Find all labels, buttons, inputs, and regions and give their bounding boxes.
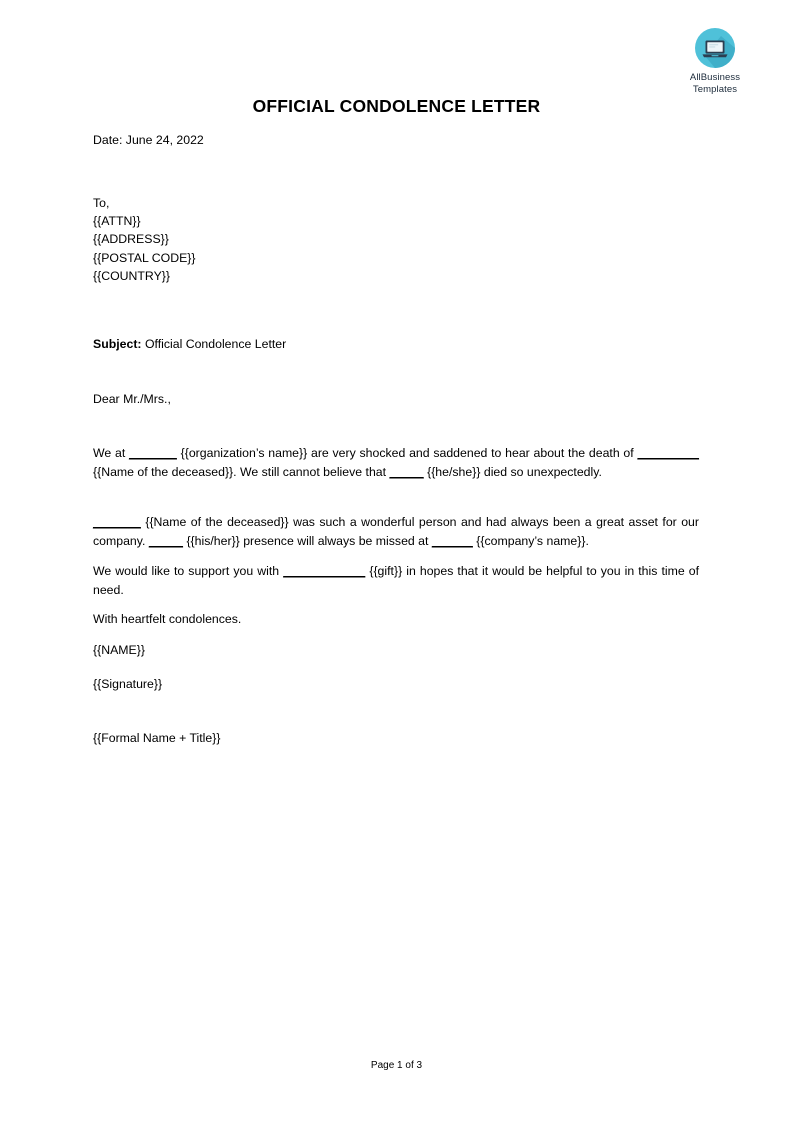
brand-name-line2: Templates	[692, 83, 738, 95]
body-paragraph-2	[93, 513, 699, 552]
subject-value: Official Condolence Letter	[144, 337, 287, 351]
address-postal-code: {{POSTAL CODE}}	[93, 250, 196, 265]
address-to: To,	[93, 196, 110, 210]
subject-label: Subject:	[93, 337, 142, 351]
subject-line	[93, 337, 286, 351]
p2-text-b: {{his/her}} presence will always be missed at	[183, 534, 432, 549]
closing-line-name: {{NAME}}	[93, 643, 145, 657]
p2-blank-company: ______	[431, 534, 473, 549]
p3-blank-gift: ____________	[283, 564, 366, 578]
p3-text-a: We would like to support you with	[93, 564, 284, 578]
body-paragraph-3	[93, 562, 699, 601]
p1-blank-pronoun: _____	[389, 465, 424, 480]
date-line: Date: June 24, 2022	[93, 133, 204, 147]
address-country: {{COUNTRY}}	[93, 268, 171, 283]
p1-text-a: We at	[93, 446, 129, 460]
p3-text-b: {{gift}} in hopes that it would be helpful to you in this time of need.	[93, 564, 700, 598]
p1-text-d: {{he/she}} died so unexpectedly.	[423, 465, 602, 480]
p1-text-b: {{organization’s name}} are very shocked and saddened to hear about the death of	[176, 446, 638, 460]
recipient-address-block	[93, 194, 196, 285]
p2-blank-pronoun: _____	[148, 534, 184, 549]
page-title: OFFICIAL CONDOLENCE LETTER	[252, 96, 541, 116]
address-street: {{ADDRESS}}	[93, 232, 169, 247]
p2-text-a: {{Name of the deceased}} was such a wonderful person and had always been a great asset for our company.	[93, 515, 699, 549]
p1-text-c: {{Name of the deceased}}. We still cannot believe that	[93, 465, 390, 480]
laptop-icon	[695, 28, 735, 68]
address-attn: {{ATTN}}	[93, 214, 141, 229]
brand-name-line1: AllBusiness	[689, 72, 741, 83]
salutation: Dear Mr./Mrs.,	[93, 392, 171, 406]
page-footer: Page 1 of 3	[370, 1060, 423, 1071]
p1-blank-deceased-name: _________	[637, 446, 700, 460]
brand-logo	[675, 28, 755, 95]
p1-blank-organization: _______	[129, 446, 177, 460]
p2-text-c: {{company’s name}}.	[472, 534, 589, 549]
closing-line-formal-name-title: {{Formal Name + Title}}	[93, 731, 221, 745]
p2-blank-deceased-name: _______	[93, 515, 141, 529]
closing-line-condolences: With heartfelt condolences.	[93, 612, 242, 626]
closing-line-signature: {{Signature}}	[93, 677, 163, 691]
body-paragraph-1	[93, 444, 699, 483]
